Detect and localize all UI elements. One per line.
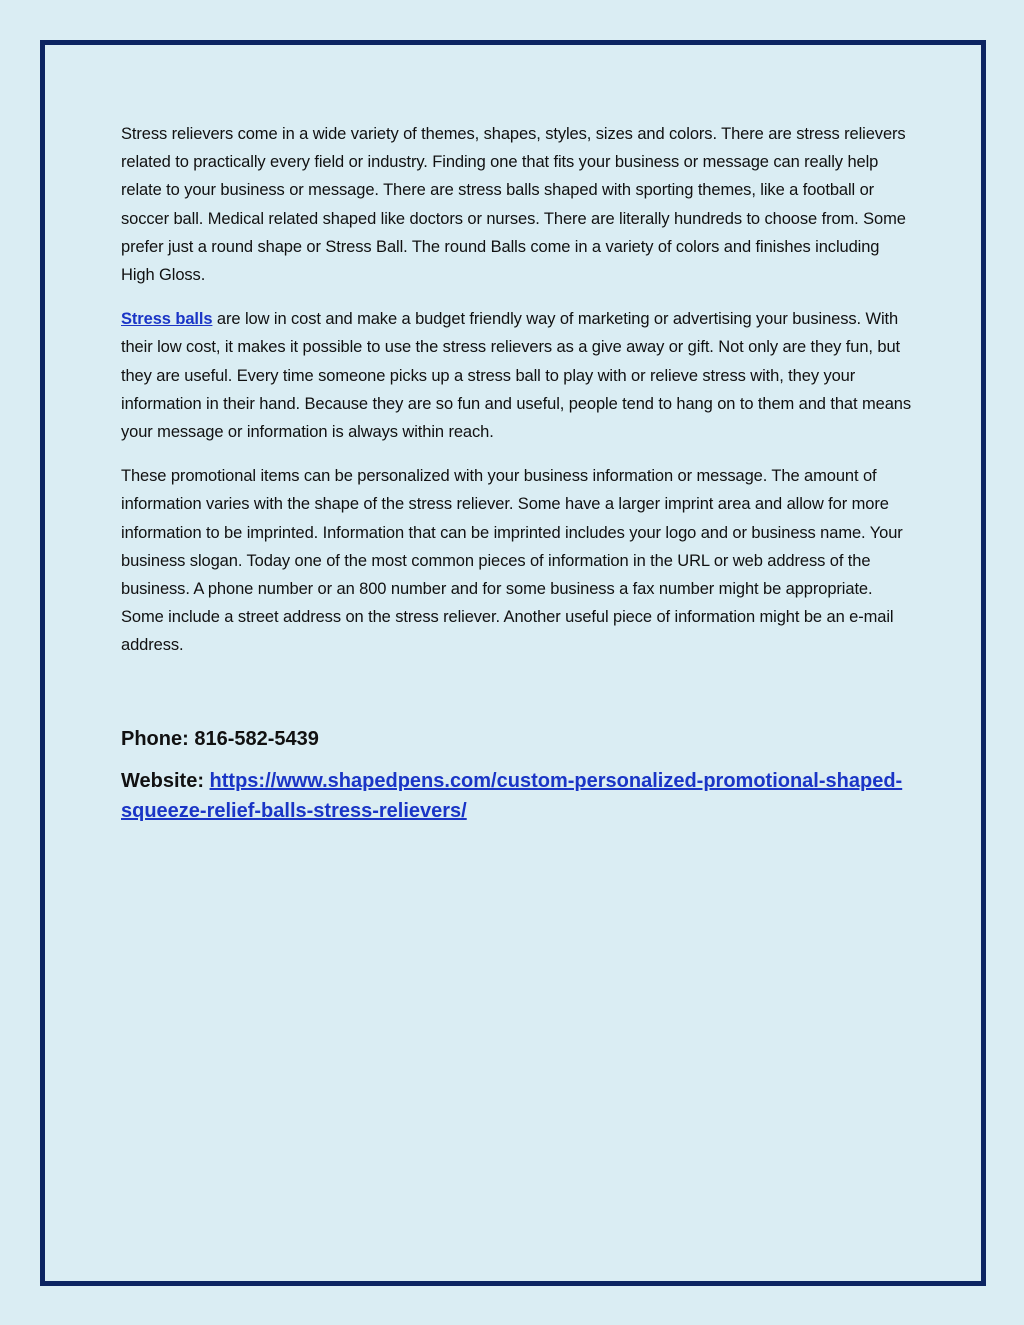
phone-number: 816-582-5439 xyxy=(194,727,319,750)
website-link[interactable]: https://www.shapedpens.com/custom-personalized-promotional-shaped-squeeze-relief-balls-stress-relievers/ xyxy=(121,769,903,822)
paragraph-personalization xyxy=(121,462,911,659)
phone-label: Phone: xyxy=(121,727,195,750)
paragraph-intro-text: Stress relievers come in a wide variety of themes, shapes, styles, sizes and colors. There are stress relievers related to practically every field or industry. Finding one that fits your business or message can really help relate to your business or message. There are stress balls shaped with sporting themes, like a football or soccer ball. Medical related shaped like doctors or nurses. There are literally hundreds to choose from. Some prefer just a round shape or Stress Ball. The round Balls come in a variety of colors and finishes including High Gloss. xyxy=(121,125,906,285)
website-line xyxy=(121,766,911,826)
paragraph-intro xyxy=(121,120,911,289)
phone-line xyxy=(121,724,911,754)
paragraph-personalization-text: These promotional items can be personalized with your business information or message. The amount of information varies with the shape of the stress reliever. Some have a larger imprint area and allow for more information to be imprinted. Information that can be imprinted includes your logo and or business name. Your business slogan. Today one of the most common pieces of information in the URL or web address of the business. A phone number or an 800 number and for some business a fax number might be appropriate. Some include a street address on the stress reliever. Another useful piece of information might be an e-mail address. xyxy=(121,467,903,655)
website-label: Website: xyxy=(121,769,210,792)
section-spacer xyxy=(121,676,911,724)
paragraph-stress-balls-text: are low in cost and make a budget friendly way of marketing or advertising your business. With their low cost, it makes it possible to use the stress relievers as a give away or gift. Not only are they fun, but they are useful. Every time someone picks up a stress ball to play with or relieve stress with, they your information in their hand. Because they are so fun and useful, people tend to hang on to them and that means your message or information is always within reach. xyxy=(121,310,911,442)
document-body xyxy=(121,120,911,838)
stress-balls-link[interactable]: Stress balls xyxy=(121,310,213,329)
paragraph-stress-balls xyxy=(121,305,911,446)
